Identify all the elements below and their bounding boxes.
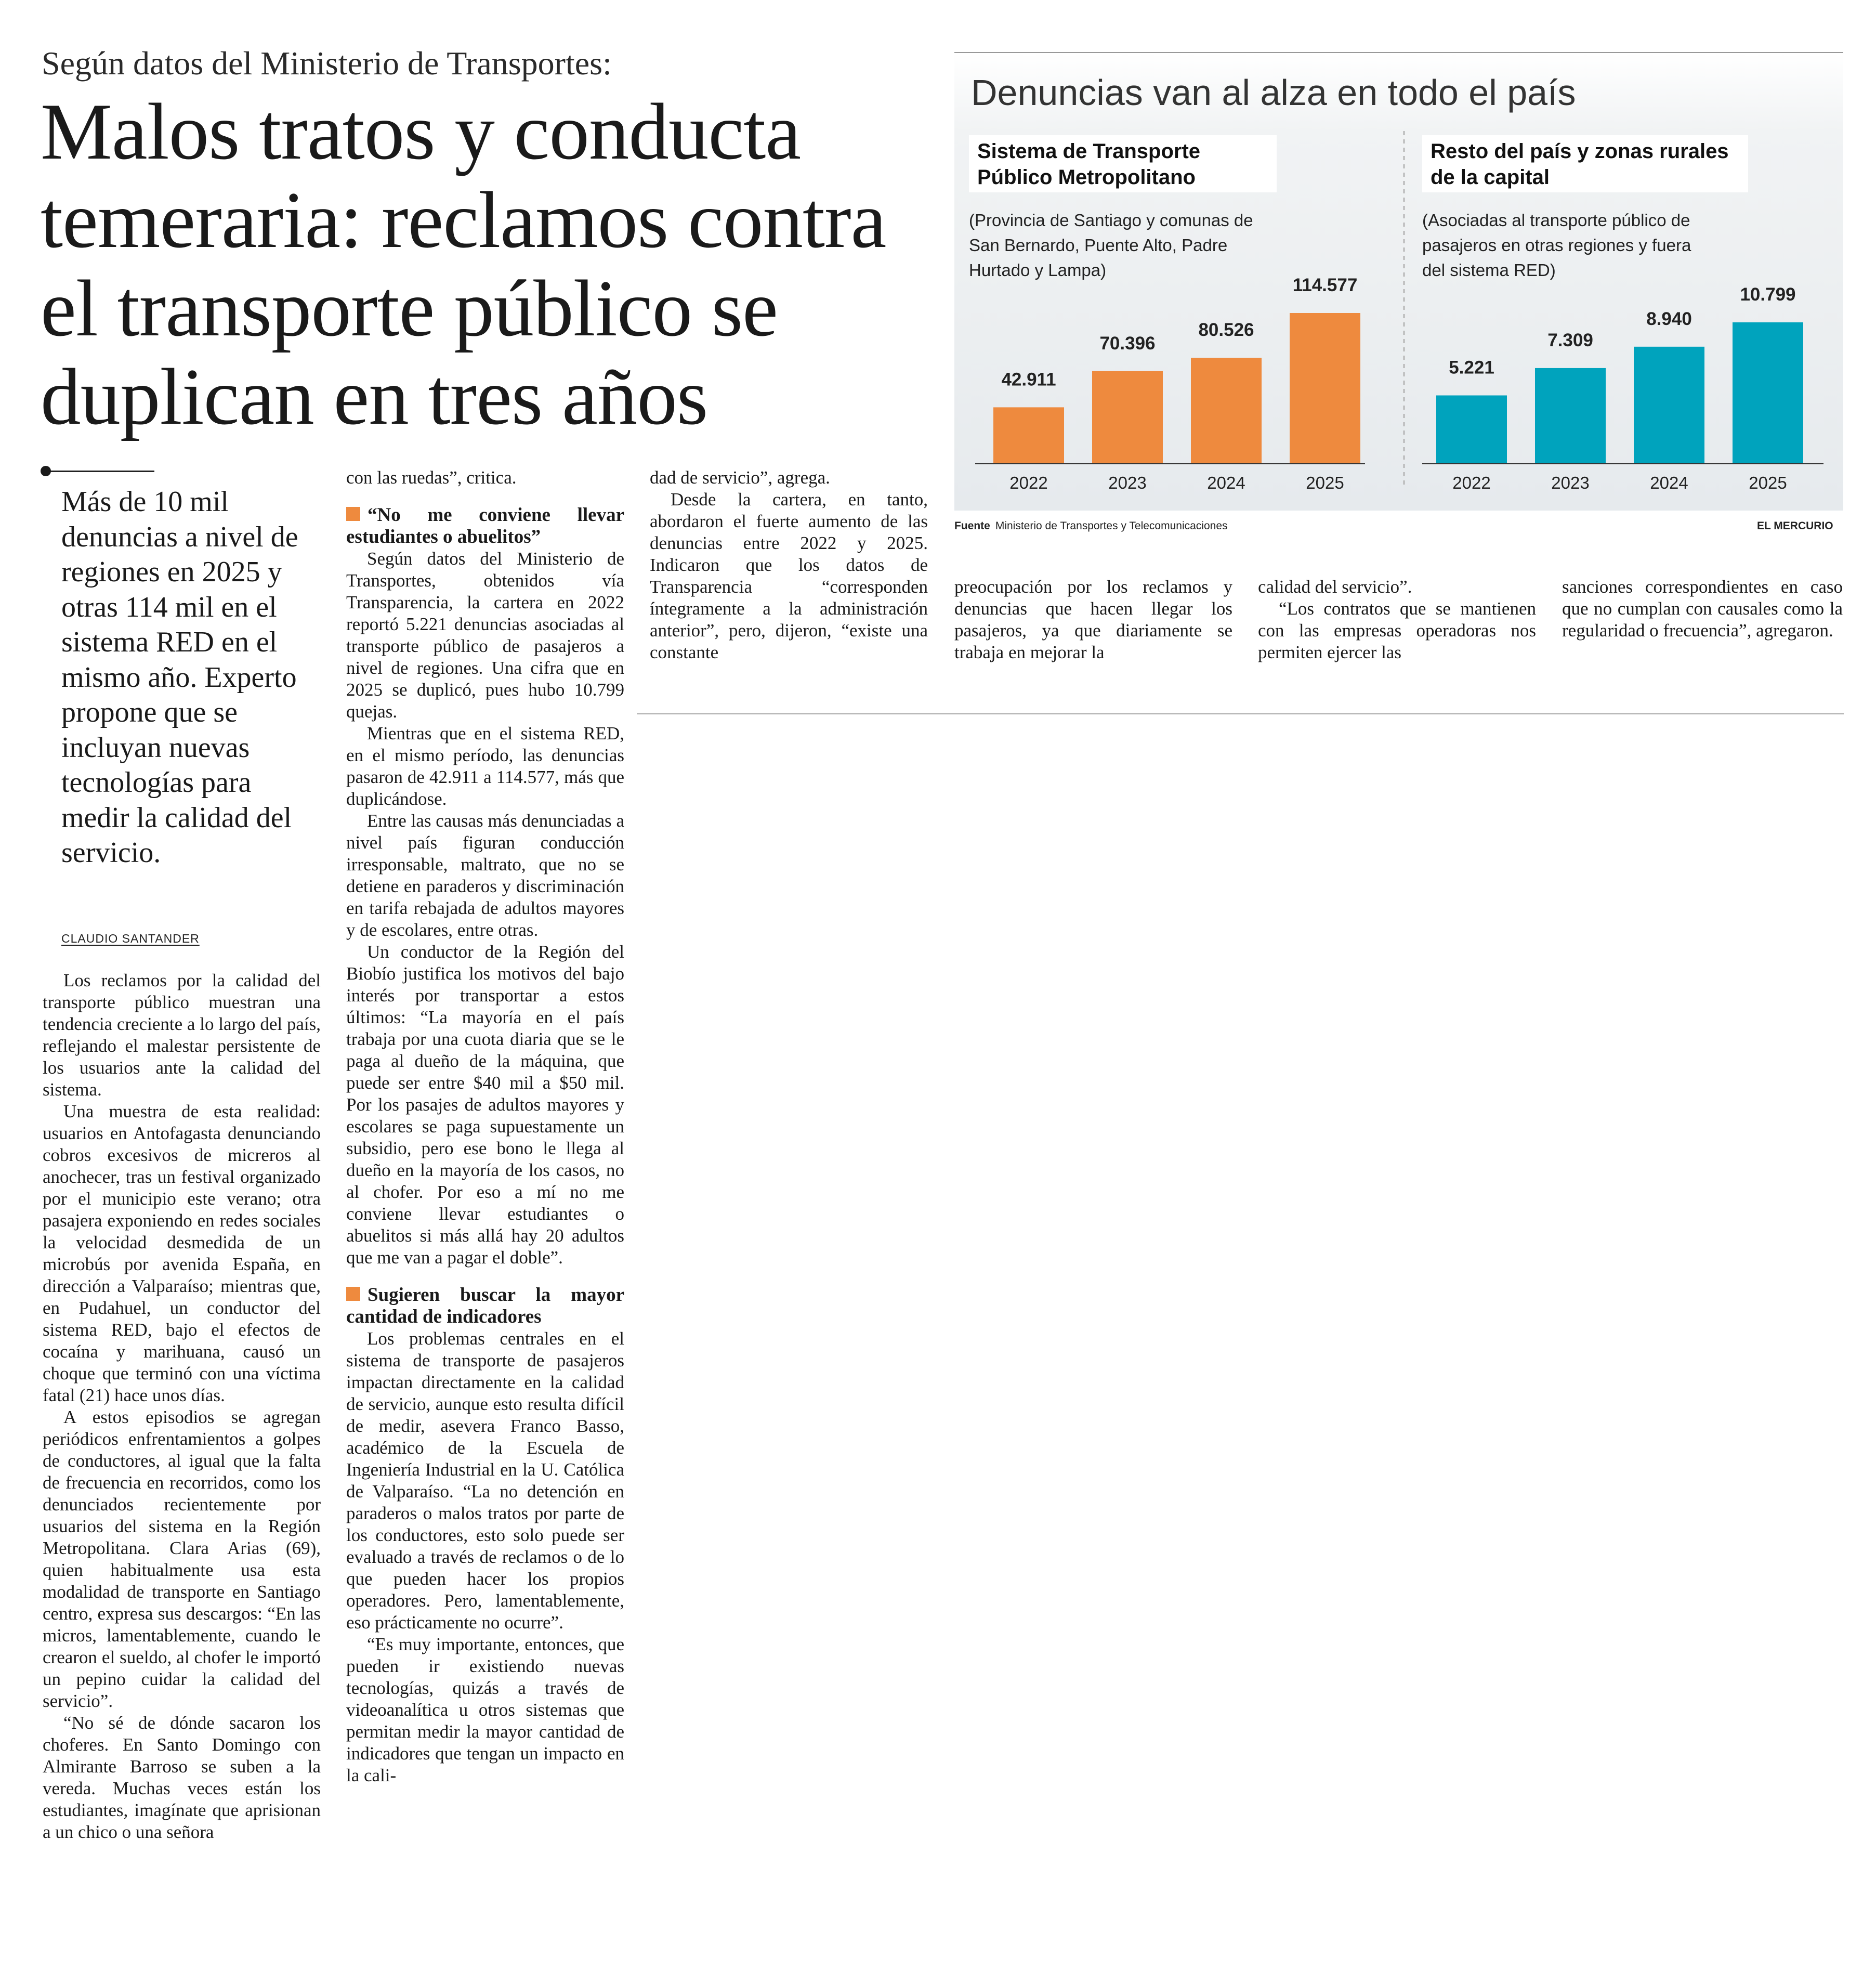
bar-2025 [1733,322,1803,464]
source [954,520,1228,532]
bar-2023 [1535,368,1606,464]
source-label: Fuente [954,520,990,532]
tick-label: 2025 [1749,473,1787,492]
subhead-2-text: Sugieren buscar la mayor cantidad de indicadores [346,1284,624,1327]
paragraph: Una muestra de esta realidad: usuarios en Antofagasta denunciando cobros excesivos de micreros al anochecer, tras un festival organizado por el municipio este verano; otra pasajera exponiendo en redes sociales la velocidad desmedida de un microbús por avenida España, en dirección a Valparaíso; mientras que, en Pudahuel, un conductor del sistema RED, bajo el efectos de cocaína y marihuana, causó un choque que terminó con una víctima fatal (21) hace unos días. [43,1101,321,1405]
value-label: 8.940 [1646,308,1692,329]
panel-2-subtitle: (Asociadas al transporte público de pasajeros en otras regiones y fuera del sistema RED) [1422,211,1691,280]
chart-metropolitano [975,275,1365,492]
panel-1-subtitle: (Provincia de Santiago y comunas de San Bernardo, Puente Alto, Padre Hurtado y Lampa) [969,211,1253,280]
value-label: 5.221 [1449,357,1494,378]
summary: Más de 10 mil denuncias a nivel de regiones en 2025 y otras 114 mil en el sistema RED en el mismo año. Experto propone que se incluyan nuevas tecnologías para medir la calidad del servicio. [61,486,298,869]
panel-1-title: Sistema de Transporte Público Metropolitano [969,135,1277,192]
paragraph: “Los contratos que se mantienen con las empresas operadoras nos permiten ejercer las [1258,598,1536,662]
bar-2022 [993,407,1064,464]
panel-2-title: Resto del país y zonas rurales de la capital [1422,135,1748,192]
paragraph: A estos episodios se agregan periódicos enfrentamientos a golpes de conductores, al igual que la falta de frecuencia en recorridos, como los denunciados recientemente por usuarios del sistema en la Región Metropolitana. Clara Arias (69), quien habitualmente usa esta modalidad de transporte en Santiago centro, expresa sus descargos: “En las micros, lamentablemente, cuando le crearon el sueldo, al chofer le importó un pepino cuidar la calidad del servicio”. [43,1407,321,1711]
tick-label: 2024 [1207,473,1245,492]
paragraph: Desde la cartera, en tanto, abordaron el fuerte aumento de las denuncias entre 2022 y 2025. Indicaron que los datos de Transparencia “corresponden íntegramente a la administración anterior”, pero, dijeron, “existe una constante [650,489,928,662]
byline: CLAUDIO SANTANDER [61,932,200,945]
paragraph: calidad del servicio”. [1258,577,1412,597]
paragraph: Los problemas centrales en el sistema de transporte de pasajeros impactan directamente en la calidad de servicio, aunque esto resulta difícil de medir, asevera Franco Basso, académico de la Escuela de Ingeniería Industrial en la U. Católica de Valparaíso. “La no detención en paraderos o malos tratos por parte de los conductores, esto solo puede ser evaluado a través de reclamos o de lo que pueden hacer los propios operadores. Pero, lamentablemente, eso prácticamente no ocurre”. [346,1328,624,1633]
tick-label: 2023 [1551,473,1590,492]
column-6 [1562,576,1843,642]
tick-label: 2022 [1452,473,1491,492]
chart-regiones [1422,284,1823,492]
paragraph: preocupación por los reclamos y denuncias que hacen llegar los pasajeros, ya que diariamente se trabaja en mejorar la [954,577,1232,662]
bar-2025 [1290,313,1360,464]
bar-2024 [1191,358,1262,464]
tick-label: 2024 [1650,473,1688,492]
paragraph: Mientras que en el sistema RED, en el mismo período, las denuncias pasaron de 42.911 a 114.577, más que duplicándose. [346,723,624,809]
paragraph: “No sé de dónde sacaron los choferes. En Santo Domingo con Almirante Barroso se suben a la vereda. Muchas veces están los estudiantes, imagínate que aprisionan a un chico o una señora [43,1713,321,1842]
subhead-1-text: “No me conviene llevar estudiantes o abuelitos” [346,504,624,547]
paragraph: “Es muy importante, entonces, que pueden ir existiendo nuevas tecnologías, quizás a través de videoanalítica u otros sistemas que permitan medir la mayor cantidad de indicadores que tengan un impacto en la cali- [346,1634,624,1785]
value-label: 80.526 [1198,320,1254,341]
credit: EL MERCURIO [1757,520,1833,532]
divider [637,713,1844,714]
bar-2022 [1436,395,1507,464]
kicker: Según datos del Ministerio de Transportes: [42,45,612,82]
orange-square-icon [346,507,360,521]
paragraph: Los reclamos por la calidad del transporte público muestran una tendencia creciente a lo largo del país, reflejando el malestar persistente de los usuarios ante la calidad del sistema. [43,970,321,1100]
source-text: Ministerio de Transportes y Telecomunicaciones [995,520,1228,532]
bar-charts [954,53,1843,511]
tick-label: 2025 [1306,473,1344,492]
column-1 [43,970,321,1843]
paragraph: Entre las causas más denunciadas a nivel país figuran conducción irresponsable, maltrato, que no se detiene en paraderos y discriminación en tarifa rebajada de adultos mayores y de escolares, entre otras. [346,811,624,940]
bar-2023 [1092,371,1163,464]
value-label: 70.396 [1099,333,1156,354]
subhead-1 [346,504,624,548]
bar-2024 [1634,347,1704,464]
headline: Malos tratos y conducta temeraria: reclamos contra el transporte público se duplican en tres años [41,87,886,441]
column-4 [954,576,1232,663]
tick-label: 2023 [1108,473,1147,492]
value-label: 7.309 [1547,330,1593,350]
paragraph: dad de servicio”, agrega. [650,467,830,488]
subhead-2 [346,1284,624,1328]
column-2 [346,467,624,1786]
value-label: 42.911 [1001,369,1056,390]
column-3 [650,467,928,663]
paragraph: sanciones correspondientes en caso que no cumplan con causales como la regularidad o frecuencia”, agregaron. [1562,577,1843,641]
bullet-rule [43,471,154,472]
paragraph: con las ruedas”, critica. [346,467,517,488]
value-label: 10.799 [1740,284,1796,305]
tick-label: 2022 [1009,473,1048,492]
paragraph: Según datos del Ministerio de Transportes, obtenidos vía Transparencia, la cartera en 2022 reportó 5.221 denuncias asociadas al transporte público de pasajeros a nivel de regiones. Una cifra que en 2025 se duplicó, pues hubo 10.799 quejas. [346,549,624,722]
value-label: 114.577 [1292,275,1358,295]
orange-square-icon [346,1287,360,1301]
infographic [954,53,1843,511]
column-5 [1258,576,1536,663]
infographic-title: Denuncias van al alza en todo el país [971,72,1576,113]
paragraph: Un conductor de la Región del Biobío justifica los motivos del bajo interés por transportar a estos últimos: “La mayoría en el país trabaja por una cuota diaria que se le paga al dueño de la máquina, que puede ser entre $40 mil a $50 mil. Por los pasajes de adultos mayores y escolares se paga supuestamente un subsidio, pero ese bono le llega al dueño en la mayoría de los casos, no al chofer. Por eso a mí no me conviene llevar estudiantes o abuelitos si más allá hay 20 adultos que me van a pagar el doble”. [346,942,624,1268]
